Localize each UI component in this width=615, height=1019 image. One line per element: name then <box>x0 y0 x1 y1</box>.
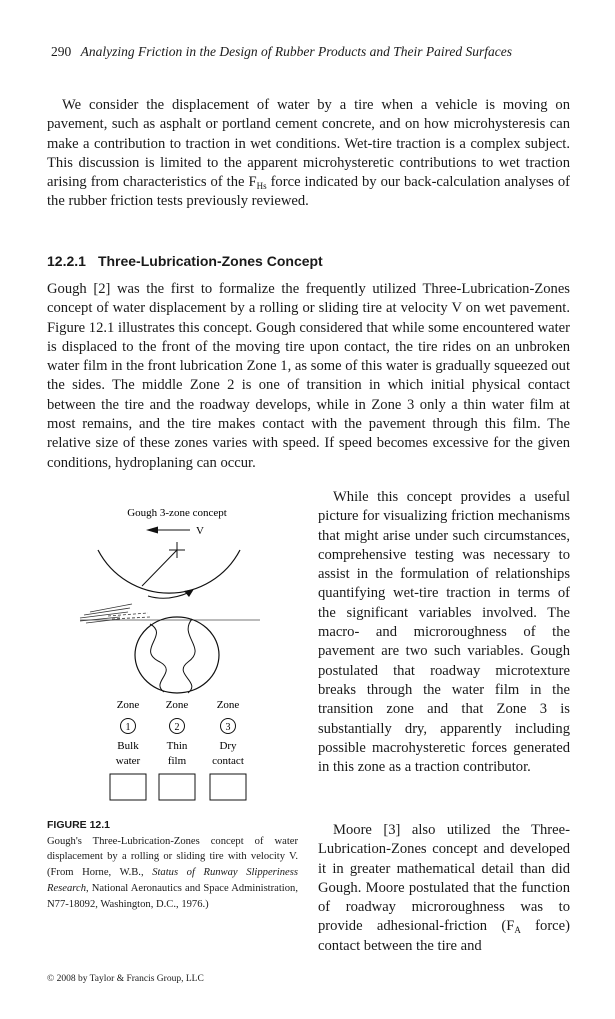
caption-end: , National Aeronautics and Space Administration, N77-18092, Washington, D.C., 1976.) <box>47 882 298 910</box>
zone-3-desc2: contact <box>212 755 244 767</box>
paragraph-gough: Gough [2] was the first to formalize the frequently utilized Three-Lubrication-Zones concept of water displacement by a rolling or sliding tire at velocity V on wet pavement. Figure 12.1 illustrates this concept. Gough considered that while some encountered water is displaced to the front of the moving tire upon contact, the tire rides on an unbroken water film in the front lubrication Zone 1, as some of this water is gradually squeezed out the sides. The middle Zone 2 is one of transition in which initial physical contact between the tire and the roadway develops, while in Zone 3 only a thin water film at most remains, and the tire makes contact with the pavement through this film. The relative size of these zones varies with speed. If speed becomes excessive for the given conditions, hydroplaning can occur. <box>47 281 570 471</box>
figure-caption <box>47 818 298 912</box>
zone-2-desc1: Thin <box>166 740 188 752</box>
fhs-subscript: Hs <box>256 181 267 192</box>
velocity-label: V <box>196 525 204 537</box>
paragraph-intro <box>47 96 570 212</box>
zone-1-label: Zone <box>116 699 140 711</box>
running-title: Analyzing Friction in the Design of Rubber Products and Their Paired Surfaces <box>80 44 512 59</box>
zone-3-number: 3 <box>225 722 231 733</box>
paragraph-concept: While this concept provides a useful picture for visualizing friction mechanisms that might arise under such circumstances, comprehensive testing was necessary to assist in the formulation of relationships quantifying wet-tire traction in terms of the significant variables involved. The macro- and microroughness of the pavement are two such variables. Gough postulated that roadway microtexture breaks through the water film in the transition zone and that Zone 3 is substantially dry, apparently including possible macrohysteretic forces generated in this zone as a traction contributor. <box>318 489 570 776</box>
zone-3-label: Zone <box>216 699 240 711</box>
zone-boundary-1 <box>150 624 166 692</box>
paragraph-moore <box>318 821 570 956</box>
zone-2-box <box>159 774 195 800</box>
zone-2 <box>159 699 195 800</box>
fa-subscript: A <box>514 925 521 936</box>
caption-text: Gough's Three-Lubrication-Zones concept of water displacement by a rolling or sliding tire with velocity V. (From Horne, W.B., <box>47 835 298 879</box>
running-head <box>51 44 571 60</box>
contact-patch <box>135 617 219 693</box>
section-number: 12.2.1 <box>47 253 86 269</box>
rotation-arrowhead <box>184 589 194 597</box>
caption-italic-title: Status of Runway Slipperiness Research <box>47 867 298 894</box>
zone-3-box <box>210 774 246 800</box>
zone-2-number: 2 <box>174 722 180 733</box>
zone-1-number: 1 <box>125 722 131 733</box>
three-zone-diagram <box>60 500 305 795</box>
paragraph-moore-end: force) contact between the tire and <box>318 918 571 954</box>
zone-boundary-2 <box>183 619 195 693</box>
page-number: 290 <box>51 44 72 59</box>
zone-1-desc2: water <box>115 755 141 767</box>
zone-3-desc1: Dry <box>219 740 237 752</box>
section-title: Three-Lubrication-Zones Concept <box>97 253 323 269</box>
rotation-radius <box>142 550 177 586</box>
figure-label: FIGURE 12.1 <box>47 819 111 831</box>
zone-1-box <box>110 774 146 800</box>
section-heading <box>47 253 323 269</box>
zone-3 <box>210 699 246 800</box>
zone-1 <box>110 699 146 800</box>
tire-outline <box>98 550 240 593</box>
velocity-arrowhead <box>146 527 158 534</box>
zone-1-desc1: Bulk <box>117 740 139 752</box>
copyright-footer: © 2008 by Taylor & Francis Group, LLC <box>47 974 204 984</box>
paragraph-intro-text-b: force indicated by our back-calculation analyses of the rubber friction tests previously reviewed. <box>47 174 571 210</box>
zone-2-desc2: film <box>167 755 187 767</box>
paragraph-moore-text: Moore [3] also utilized the Three-Lubrication-Zones concept and developed it in greater mathematical detail than did Gough. Moore postulated that the function of roadway microroughness was to provide adhesional-friction (F <box>318 822 570 935</box>
paragraph-intro-text-a: We consider the displacement of water by a tire when a vehicle is moving on pavement, such as asphalt or portland cement concrete, and on how microhysteresis can make a contribution to traction in wet conditions. Wet-tire traction is a complex subject. This discussion is limited to the apparent microhysteretic contributions to wet traction arising from characteristics of the F <box>47 97 570 191</box>
figure-title: Gough 3-zone concept <box>127 507 227 519</box>
figure-12-1 <box>60 500 305 795</box>
zone-2-label: Zone <box>165 699 189 711</box>
